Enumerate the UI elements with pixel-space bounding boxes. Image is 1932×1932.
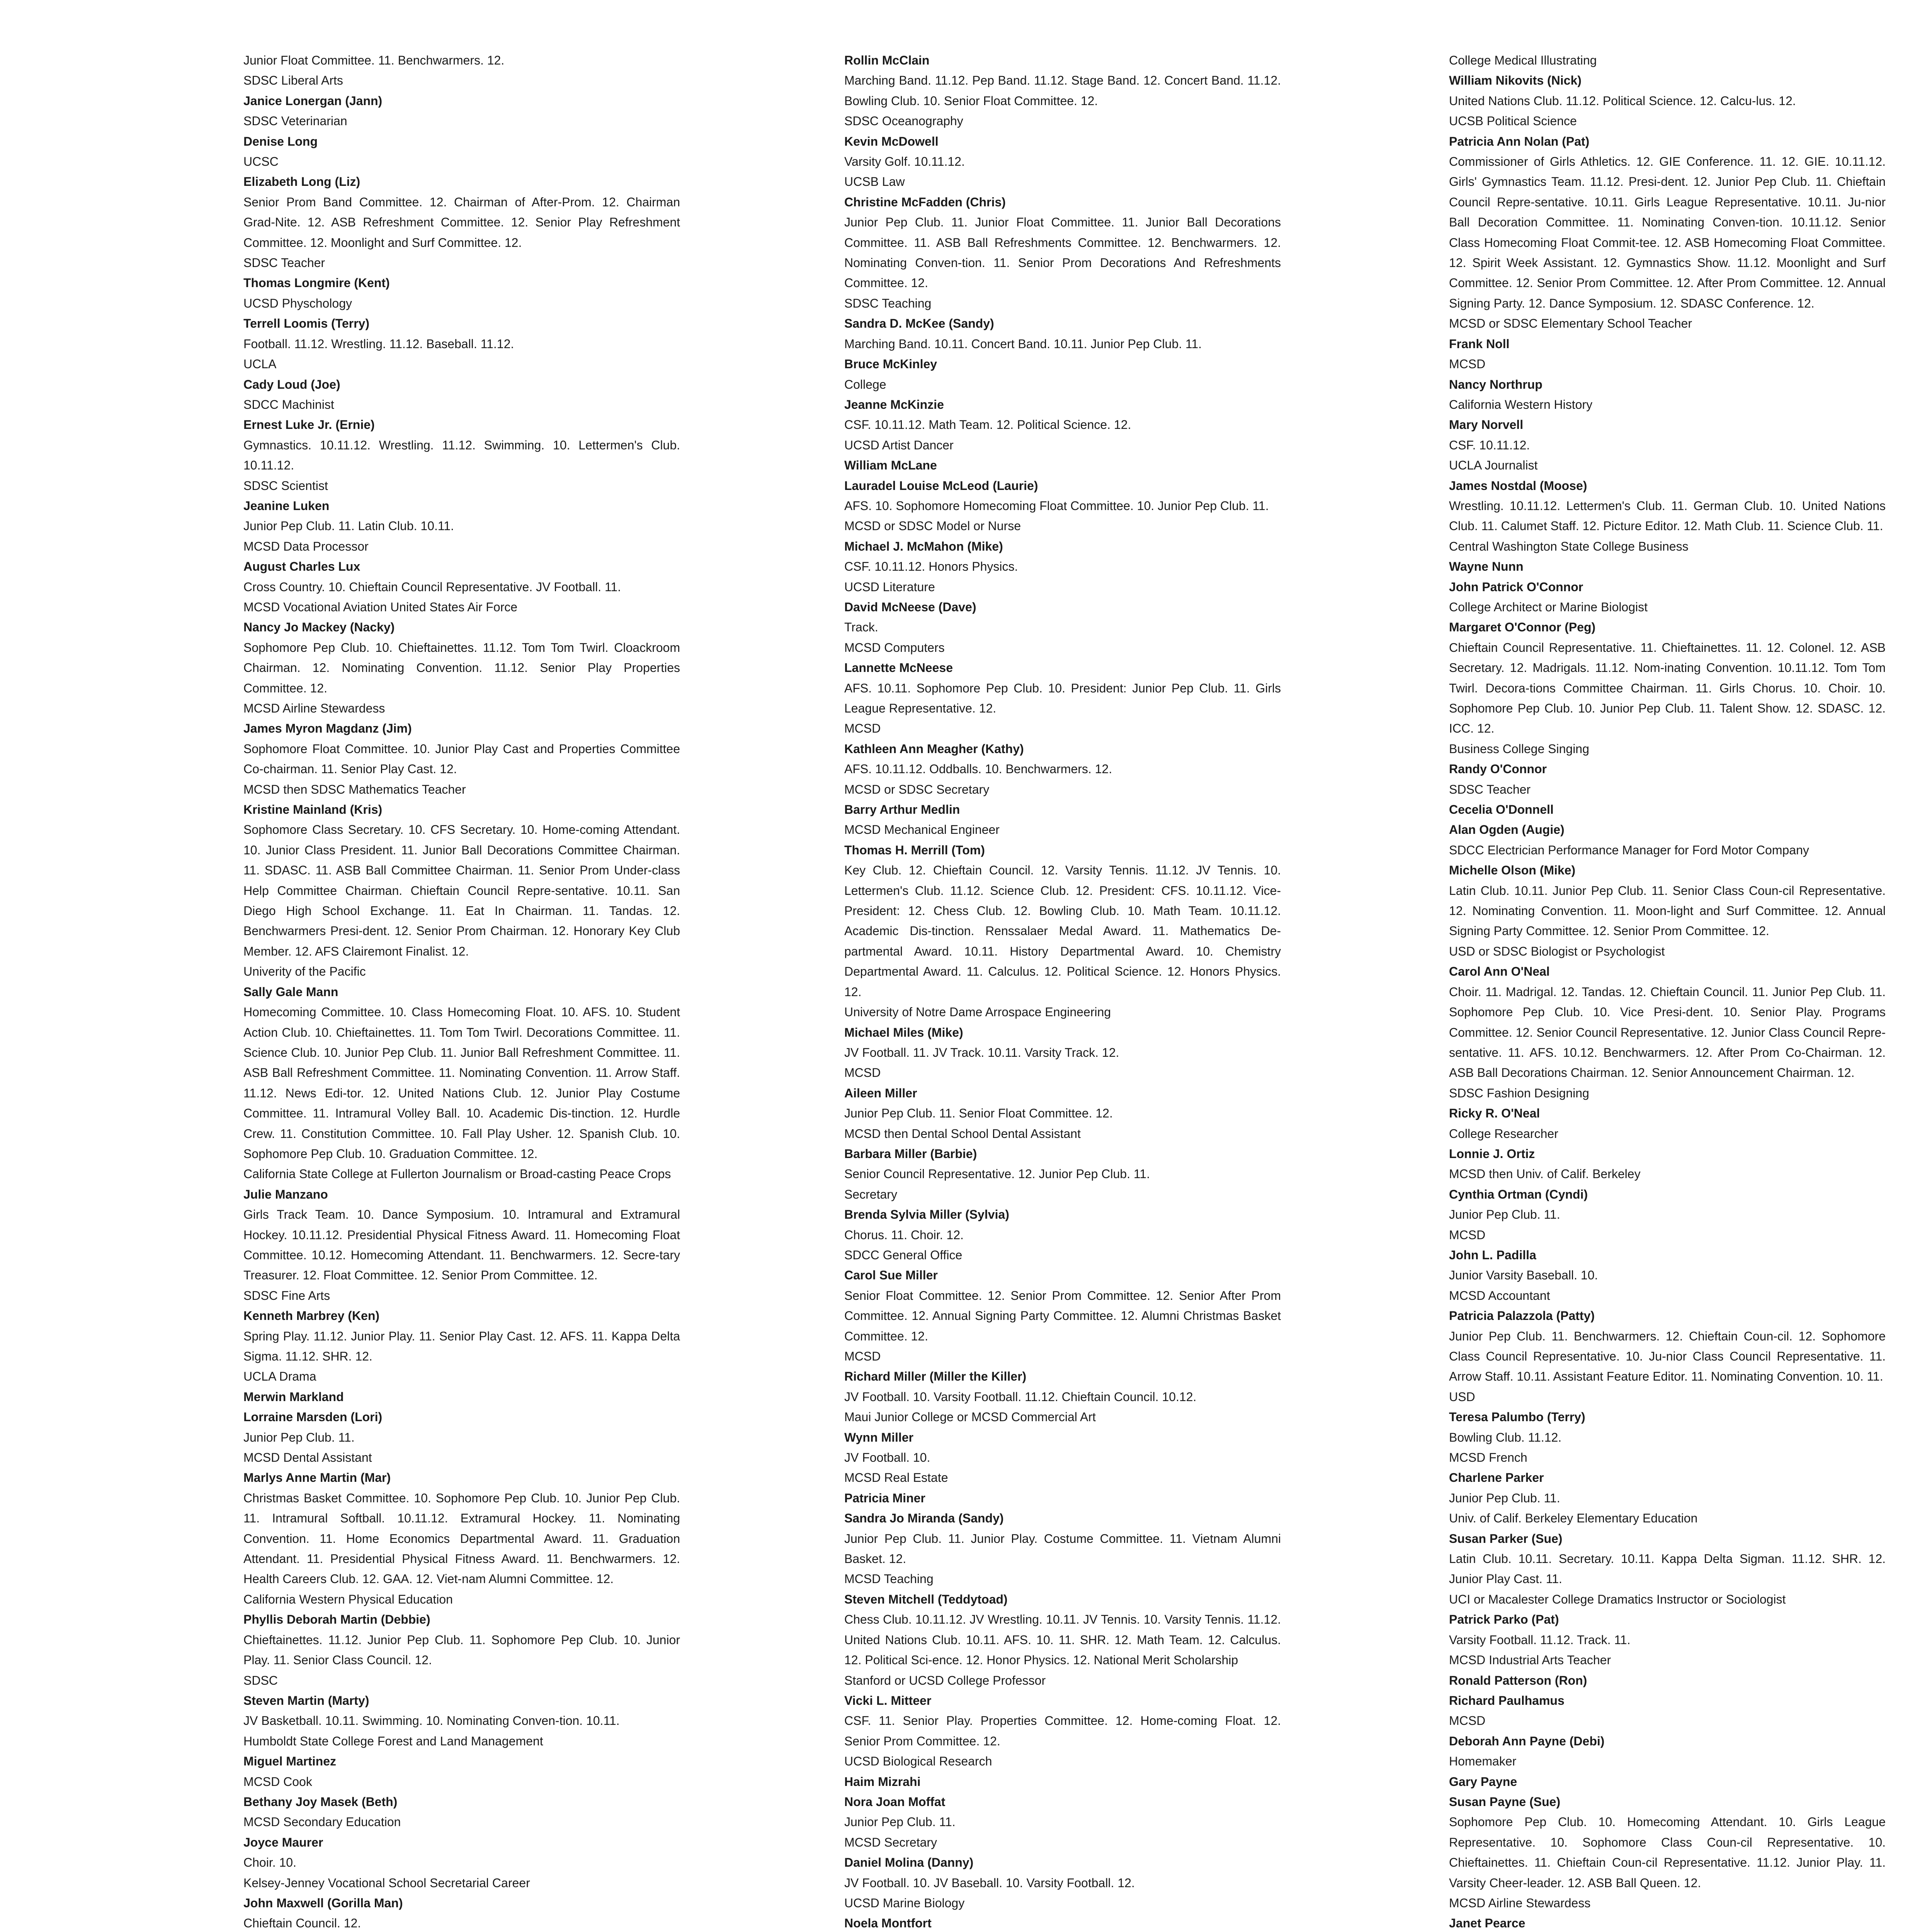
senior-entry (844, 455, 1281, 475)
student-future-plans: Homemaker (1449, 1754, 1517, 1769)
column-2 (844, 50, 1281, 1932)
student-future-plans: SDSC (243, 1673, 278, 1687)
student-activities: Junior Pep Club. 11. Junior Float Committee. 11. Junior Ball Decorations Committee. 11. ASB Ball Refreshments Committee. 12. Benchwarmers. 12. Nominating Conven-tion. 11. Senior Prom Decorations And Refreshments Committee. 12. (844, 215, 1281, 290)
student-activities: CSF. 10.11.12. (1449, 438, 1530, 452)
student-name: Nancy Jo Mackey (Nacky) (243, 620, 395, 634)
senior-entry (243, 1609, 680, 1690)
senior-entry (1449, 1468, 1886, 1528)
student-future-plans: MCSD (844, 721, 881, 736)
column-3 (1449, 50, 1886, 1932)
senior-entry (1449, 1407, 1886, 1468)
student-name: Richard Paulhamus (1449, 1693, 1565, 1708)
senior-entry (844, 1913, 1281, 1932)
student-name: Cynthia Ortman (Cyndi) (1449, 1187, 1588, 1201)
student-activities: Junior Pep Club. 11. Benchwarmers. 12. Chieftain Coun-cil. 12. Sophomore Class Council Representative. 10. Ju-nior Class Council Representative. 11. Arrow Staff. 10.11. Assistant Feature Editor. 11. Nominating Convention. 10. 11. (1449, 1329, 1886, 1384)
student-activities: Junior Pep Club. 11. Latin Club. 10.11. (243, 519, 454, 533)
student-name: Margaret O'Connor (Peg) (1449, 620, 1596, 634)
student-activities: Sophomore Float Committee. 10. Junior Play Cast and Properties Committee Co-chairman. 11. Senior Play Cast. 12. (243, 742, 680, 776)
student-activities: CSF. 10.11.12. Math Team. 12. Political Science. 12. (844, 418, 1131, 432)
senior-entry (243, 1792, 680, 1832)
student-name: Lonnie J. Ortiz (1449, 1146, 1535, 1161)
student-future-plans: MCSD Secondary Education (243, 1815, 401, 1829)
student-activities: JV Basketball. 10.11. Swimming. 10. Nominating Conven-tion. 10.11. (243, 1714, 620, 1728)
student-future-plans: SDSC Fine Arts (243, 1288, 330, 1303)
student-name: Sally Gale Mann (243, 985, 338, 999)
senior-entry (844, 1204, 1281, 1265)
student-name: Janet Pearce (1449, 1916, 1526, 1930)
student-name: Brenda Sylvia Miller (Sylvia) (844, 1208, 1009, 1222)
senior-entry (1449, 374, 1886, 415)
student-name: Lauradel Louise McLeod (Laurie) (844, 478, 1038, 493)
student-future-plans: Secretary (844, 1187, 897, 1201)
senior-entry (1449, 334, 1886, 374)
student-activities: Homecoming Committee. 10. Class Homecoming Float. 10. AFS. 10. Student Action Club. 10. Chieftainettes. 11. Tom Tom Twirl. Decorations Committee. 11. Science Club. 10. Junior Pep Club. 11. Junior Ball Refreshment Committee. 11. ASB Ball Refreshment Committee. 11. Nominating Convention. 11. Arrow Staff. 11.12. News Edi-tor. 12. United Nations Club. 12. Junior Play Costume Committee. 11. Intramural Volley Ball. 10. Academic Dis-tinction. 12. Hurdle Crew. 11. Constitution Committee. 10. Fall Play Usher. 12. Spanish Club. 10. Sophomore Pep Club. 10. Graduation Committee. 12. (243, 1005, 680, 1161)
senior-entry (243, 172, 680, 273)
student-future-plans: MCSD (1449, 357, 1486, 371)
senior-entry (844, 313, 1281, 354)
student-name: Sandra Jo Miranda (Sandy) (844, 1511, 1004, 1526)
student-name: Christine McFadden (Chris) (844, 195, 1006, 209)
senior-entry (1449, 799, 1886, 820)
senior-entry (1449, 476, 1886, 557)
student-name: Ricky R. O'Neal (1449, 1106, 1540, 1121)
student-name: Patricia Ann Nolan (Pat) (1449, 134, 1590, 148)
student-future-plans: SDCC General Office (844, 1248, 963, 1262)
student-name: Noela Montfort (844, 1916, 932, 1930)
student-future-plans: MCSD Vocational Aviation United States Air Force (243, 600, 518, 614)
student-activities: Choir. 11. Madrigal. 12. Tandas. 12. Chieftain Council. 11. Junior Pep Club. 11. Sophomore Pep Club. 10. Vice Presi-dent. 10. Senior Play. Programs Committee. 12. Senior Council Representative. 12. Junior Class Council Repre-sentative. 11. AFS. 10.12. Benchwarmers. 12. After Prom Co-Chairman. 12. ASB Ball Decorations Chairman. 12. Senior Announcement Chairman. 12. (1449, 985, 1886, 1080)
student-name: Joyce Maurer (243, 1835, 323, 1849)
senior-entry (243, 1751, 680, 1792)
student-name: Denise Long (243, 134, 318, 148)
student-name: Marlys Anne Martin (Mar) (243, 1471, 391, 1485)
student-future-plans: MCSD (844, 1349, 881, 1363)
student-future-plans: MCSD (1449, 1228, 1486, 1242)
senior-entry (1449, 1184, 1886, 1245)
student-future-plans: MCSD or SDSC Secretary (844, 782, 990, 796)
student-activities: Junior Pep Club. 11. Junior Play. Costume Committee. 11. Vietnam Alumni Basket. 12. (844, 1531, 1281, 1566)
senior-entry (844, 1508, 1281, 1589)
senior-entry (243, 313, 680, 374)
student-name: Wayne Nunn (1449, 560, 1524, 574)
senior-entry (243, 1832, 680, 1893)
student-name: Cecelia O'Donnell (1449, 803, 1554, 817)
student-future-plans: UCSD Physchology (243, 296, 352, 310)
senior-entry (844, 597, 1281, 658)
student-future-plans: Univ. of Calif. Berkeley Elementary Education (1449, 1511, 1698, 1526)
senior-entry (1449, 50, 1886, 70)
student-future-plans: Humboldt State College Forest and Land Management (243, 1734, 543, 1748)
student-activities: Wrestling. 10.11.12. Lettermen's Club. 11. German Club. 10. United Nations Club. 11. Calumet Staff. 12. Picture Editor. 12. Math Club. 11. Science Club. 11. (1449, 498, 1886, 533)
student-name: Wynn Miller (844, 1430, 913, 1444)
senior-entry (844, 1690, 1281, 1772)
senior-entry (844, 1589, 1281, 1690)
senior-entry (1449, 1792, 1886, 1913)
student-future-plans: MCSD then Univ. of Calif. Berkeley (1449, 1167, 1641, 1181)
student-name: John Maxwell (Gorilla Man) (243, 1896, 403, 1910)
student-activities: Junior Pep Club. 11. (243, 1430, 355, 1444)
senior-entry (844, 799, 1281, 840)
senior-entry (243, 496, 680, 556)
student-future-plans: MCSD French (1449, 1451, 1527, 1465)
senior-entry (844, 1488, 1281, 1508)
student-name: Bruce McKinley (844, 357, 937, 371)
student-name: Deborah Ann Payne (Debi) (1449, 1734, 1605, 1748)
student-name: James Myron Magdanz (Jim) (243, 721, 412, 736)
senior-entry (1449, 556, 1886, 577)
student-activities: Junior Pep Club. 11. (1449, 1491, 1560, 1505)
student-activities: Chieftain Council. 12. (243, 1916, 361, 1930)
student-activities: Gymnastics. 10.11.12. Wrestling. 11.12. Swimming. 10. Lettermen's Club. 10.11.12. (243, 438, 680, 473)
senior-entry (844, 1852, 1281, 1913)
student-name: Daniel Molina (Danny) (844, 1855, 974, 1870)
student-name: William Nikovits (Nick) (1449, 73, 1582, 88)
senior-entry (1449, 415, 1886, 475)
senior-entry (1449, 820, 1886, 860)
student-future-plans: MCSD Data Processor (243, 539, 369, 553)
student-name: Merwin Markland (243, 1389, 344, 1404)
student-future-plans: MCSD Cook (243, 1774, 312, 1789)
student-name: Nora Joan Moffat (844, 1794, 946, 1809)
senior-entry (844, 476, 1281, 536)
senior-entry (844, 192, 1281, 313)
senior-entry (1449, 1772, 1886, 1792)
senior-entry (844, 1144, 1281, 1204)
student-name: Randy O'Connor (1449, 762, 1547, 776)
student-future-plans: College Researcher (1449, 1126, 1558, 1141)
student-activities: Bowling Club. 11.12. (1449, 1430, 1562, 1444)
student-future-plans: MCSD Industrial Arts Teacher (1449, 1653, 1611, 1667)
student-name: Ernest Luke Jr. (Ernie) (243, 418, 375, 432)
student-name: Susan Payne (Sue) (1449, 1794, 1561, 1809)
student-future-plans: California Western Physical Education (243, 1592, 453, 1606)
student-name: Steven Mitchell (Teddytoad) (844, 1592, 1008, 1606)
senior-entry (1449, 70, 1886, 131)
student-future-plans: MCSD Airline Stewardess (243, 701, 385, 715)
senior-entry (1449, 1306, 1886, 1407)
student-name: Kathleen Ann Meagher (Kathy) (844, 742, 1024, 756)
senior-entry (844, 739, 1281, 799)
senior-entry (1449, 131, 1886, 334)
student-name: Michael J. McMahon (Mike) (844, 539, 1003, 553)
student-activities: JV Football. 10. Varsity Football. 11.12. Chieftain Council. 10.12. (844, 1389, 1197, 1404)
senior-entry (844, 658, 1281, 739)
senior-entry (1449, 759, 1886, 799)
student-future-plans: UCSD Literature (844, 580, 935, 594)
student-activities: Varsity Football. 11.12. Track. 11. (1449, 1633, 1631, 1647)
student-future-plans: MCSD Airline Stewardess (1449, 1896, 1591, 1910)
student-future-plans: MCSD then SDSC Mathematics Teacher (243, 782, 466, 796)
student-activities: Junior Pep Club. 11. (844, 1815, 956, 1829)
student-name: Gary Payne (1449, 1774, 1517, 1789)
student-name: Teresa Palumbo (Terry) (1449, 1410, 1585, 1424)
student-activities: Junior Pep Club. 11. Senior Float Committee. 12. (844, 1106, 1113, 1121)
student-name: Lannette McNeese (844, 661, 953, 675)
student-activities: Spring Play. 11.12. Junior Play. 11. Senior Play Cast. 12. AFS. 11. Kappa Delta Sigma. 11.12. SHR. 12. (243, 1329, 680, 1363)
student-activities: CSF. 11. Senior Play. Properties Committee. 12. Home-coming Float. 12. Senior Prom Committee. 12. (844, 1714, 1281, 1748)
student-name: Kenneth Marbrey (Ken) (243, 1309, 380, 1323)
student-future-plans: SDSC Fashion Designing (1449, 1086, 1589, 1100)
student-name: Mary Norvell (1449, 418, 1524, 432)
student-name: David McNeese (Dave) (844, 600, 976, 614)
senior-entry (243, 273, 680, 313)
student-name: Jeanne McKinzie (844, 397, 944, 412)
student-future-plans: SDSC Teaching (844, 296, 932, 310)
student-name: John Patrick O'Connor (1449, 580, 1583, 594)
student-future-plans: UCLA Journalist (1449, 458, 1538, 473)
student-activities: Chess Club. 10.11.12. JV Wrestling. 10.11. JV Tennis. 10. Varsity Tennis. 11.12. United Nations Club. 10.11. AFS. 10. 11. SHR. 12. Math Team. 12. Calculus. 12. Political Sci-ence. 12. Honor Physics. 12. National Merit Scholarship (844, 1612, 1281, 1667)
student-future-plans: UCSD Artist Dancer (844, 438, 954, 452)
student-activities: Junior Pep Club. 11. (1449, 1208, 1560, 1222)
student-name: Thomas Longmire (Kent) (243, 276, 390, 290)
student-future-plans: SDSC Scientist (243, 478, 328, 493)
student-future-plans: UCSD Marine Biology (844, 1896, 965, 1910)
senior-entry (1449, 617, 1886, 759)
student-activities: Sophomore Pep Club. 10. Chieftainettes. 11.12. Tom Tom Twirl. Cloackroom Chairman. 12. Nominating Convention. 11.12. Senior Play Properties Committee. 12. (243, 640, 680, 695)
student-name: Kristine Mainland (Kris) (243, 803, 383, 817)
student-name: Carol Ann O'Neal (1449, 964, 1550, 979)
student-activities: AFS. 10.11. Sophomore Pep Club. 10. President: Junior Pep Club. 11. Girls League Representative. 12. (844, 681, 1281, 715)
senior-entry (243, 1306, 680, 1387)
student-activities: Senior Council Representative. 12. Junior Pep Club. 11. (844, 1167, 1150, 1181)
student-name: William McLane (844, 458, 937, 473)
senior-entry (243, 91, 680, 131)
senior-entry (243, 617, 680, 718)
student-activities: Commissioner of Girls Athletics. 12. GIE Conference. 11. 12. GIE. 10.11.12. Girls' Gymnastics Team. 11.12. Presi-dent. 12. Junior Pep Club. 11. Chieftain Council Repre-sentative. 10.11. Girls League Representative. 10.11. Ju-nior Ball Decoration Committee. 11. Nominating Conven-tion. 10.11.12. Senior Class Homecoming Float Commit-tee. 12. ASB Homecoming Float Committee. 12. Spirit Week Assistant. 12. Gymnastics Show. 11.12. Moonlight and Surf Committee. 12. Senior Prom Committee. 12. After Prom Committee. 12. Annual Signing Party. 12. Dance Symposium. 12. SDASC Conference. 12. (1449, 155, 1886, 310)
student-future-plans: MCSD Mechanical Engineer (844, 823, 1000, 837)
student-activities: Varsity Golf. 10.11.12. (844, 155, 965, 169)
senior-entry (844, 354, 1281, 395)
student-name: Barbara Miller (Barbie) (844, 1146, 977, 1161)
senior-entry (1449, 1609, 1886, 1670)
senior-entry (844, 50, 1281, 131)
senior-entry (844, 1366, 1281, 1427)
student-activities: Senior Prom Band Committee. 12. Chairman of After-Prom. 12. Chairman Grad-Nite. 12. ASB Refreshment Committee. 12. Senior Play Refreshment Committee. 12. Moonlight and Surf Committee. 12. (243, 195, 680, 250)
student-name: Susan Parker (Sue) (1449, 1531, 1563, 1546)
student-name: Haim Mizrahi (844, 1774, 921, 1789)
student-name: Richard Miller (Miller the Killer) (844, 1369, 1027, 1384)
student-name: Patricia Miner (844, 1491, 925, 1505)
senior-entry (1449, 1103, 1886, 1144)
senior-entry (243, 982, 680, 1184)
student-future-plans: MCSD (1449, 1714, 1486, 1728)
student-name: Michael Miles (Mike) (844, 1025, 963, 1039)
student-future-plans: Maui Junior College or MCSD Commercial Art (844, 1410, 1096, 1424)
student-name: August Charles Lux (243, 560, 361, 574)
student-future-plans: MCSD (844, 1066, 881, 1080)
senior-entry (1449, 577, 1886, 617)
senior-entry (243, 1407, 680, 1468)
student-name: Miguel Martinez (243, 1754, 337, 1769)
senior-entry (1449, 1913, 1886, 1932)
student-future-plans: MCSD Secretary (844, 1835, 937, 1849)
student-future-plans: UCLA Drama (243, 1369, 316, 1384)
senior-entry (243, 556, 680, 617)
student-activities: Junior Varsity Baseball. 10. (1449, 1268, 1598, 1282)
senior-entry (844, 1772, 1281, 1792)
senior-entry (844, 1792, 1281, 1852)
senior-entry (1449, 1690, 1886, 1731)
student-future-plans: MCSD Accountant (1449, 1288, 1550, 1303)
senior-entry (1449, 1670, 1886, 1690)
senior-entry (243, 799, 680, 982)
student-activities: Cross Country. 10. Chieftain Council Representative. JV Football. 11. (243, 580, 621, 594)
student-name: Frank Noll (1449, 337, 1510, 351)
student-future-plans: SDCC Machinist (243, 397, 334, 412)
student-future-plans: SDSC Teacher (243, 256, 325, 270)
student-activities: Senior Float Committee. 12. Senior Prom Committee. 12. Senior After Prom Committee. 12. Annual Signing Party Committee. 12. Alumni Christmas Basket Committee. 12. (844, 1288, 1281, 1343)
student-activities: Christmas Basket Committee. 10. Sophomore Pep Club. 10. Junior Pep Club. 11. Intramural Softball. 10.11.12. Extramural Hockey. 11. Nominating Convention. 11. Home Economics Departmental Award. 11. Graduation Attendant. 11. Presidential Physical Fitness Award. 11. Benchwarmers. 12. Health Careers Club. 12. GAA. 12. Viet-nam Alumni Committee. 12. (243, 1491, 680, 1586)
student-activities: JV Football. 10. (844, 1451, 930, 1465)
student-future-plans: MCSD then Dental School Dental Assistant (844, 1126, 1081, 1141)
student-activities: Marching Band. 11.12. Pep Band. 11.12. Stage Band. 12. Concert Band. 11.12. Bowling Club. 10. Senior Float Committee. 12. (844, 73, 1281, 108)
student-future-plans: California State College at Fullerton Journalism or Broad-casting Peace Crops (243, 1167, 671, 1181)
student-name: James Nostdal (Moose) (1449, 478, 1587, 493)
senior-entry (1449, 961, 1886, 1103)
student-name: Elizabeth Long (Liz) (243, 175, 361, 189)
student-name: Jeanine Luken (243, 498, 330, 513)
student-name: Cady Loud (Joe) (243, 377, 340, 391)
student-future-plans: SDSC Liberal Arts (243, 73, 343, 88)
student-name: Janice Lonergan (Jann) (243, 94, 383, 108)
senior-entry (844, 1022, 1281, 1083)
student-activities: Key Club. 12. Chieftain Council. 12. Varsity Tennis. 11.12. JV Tennis. 10. Lettermen's Club. 11.12. Science Club. 12. President: CFS. 10.11.12. Vice-President: 12. Chess Club. 12. Bowling Club. 10. Math Team. 10.11.12. Academic Dis-tinction. Renssalaer Medal Award. 11. Mathematics De-partmental Award. 10.11. History Departmental Award. 10. Chemistry Departmental Award. 11. Calculus. 12. Political Science. 12. Honors Physics. 12. (844, 863, 1281, 999)
senior-entry (243, 131, 680, 172)
senior-entry (1449, 1245, 1886, 1306)
student-name: Ronald Patterson (Ron) (1449, 1673, 1587, 1687)
student-future-plans: USD (1449, 1389, 1475, 1404)
student-future-plans: California Western History (1449, 397, 1593, 412)
senior-entry (844, 536, 1281, 597)
student-future-plans: University of Notre Dame Arrospace Engineering (844, 1005, 1111, 1019)
student-future-plans: USD or SDSC Biologist or Psychologist (1449, 944, 1665, 958)
student-name: Michelle Olson (Mike) (1449, 863, 1576, 878)
senior-entry (243, 1468, 680, 1609)
student-activities: Track. (844, 620, 878, 634)
senior-entry (1449, 1144, 1886, 1184)
student-future-plans: UCSD Biological Research (844, 1754, 992, 1769)
student-future-plans: MCSD Real Estate (844, 1471, 948, 1485)
senior-entry (1449, 1731, 1886, 1772)
student-activities: AFS. 10.11.12. Oddballs. 10. Benchwarmers. 12. (844, 762, 1112, 776)
student-future-plans: Univerity of the Pacific (243, 964, 366, 979)
senior-entry (844, 1265, 1281, 1366)
student-future-plans: UCSB Political Science (1449, 114, 1577, 128)
senior-entry (844, 131, 1281, 192)
student-activities: United Nations Club. 11.12. Political Science. 12. Calcu-lus. 12. (1449, 94, 1796, 108)
student-future-plans: UCSC (243, 155, 279, 169)
senior-entry (844, 1083, 1281, 1144)
senior-entry (844, 395, 1281, 455)
student-name: Charlene Parker (1449, 1471, 1544, 1485)
student-future-plans: MCSD or SDSC Elementary School Teacher (1449, 316, 1692, 331)
student-future-plans: SDCC Electrician Performance Manager for Ford Motor Company (1449, 843, 1809, 857)
senior-entry (243, 50, 680, 91)
student-future-plans: Stanford or UCSD College Professor (844, 1673, 1046, 1687)
student-name: Nancy Northrup (1449, 377, 1543, 391)
student-future-plans: MCSD Computers (844, 640, 945, 655)
student-activities: Chieftainettes. 11.12. Junior Pep Club. 11. Sophomore Pep Club. 10. Junior Play. 11. Senior Class Council. 12. (243, 1633, 680, 1667)
student-future-plans: Kelsey-Jenney Vocational School Secretarial Career (243, 1876, 530, 1890)
student-activities: Latin Club. 10.11. Secretary. 10.11. Kappa Delta Sigman. 11.12. SHR. 12. Junior Play Cast. 11. (1449, 1552, 1886, 1586)
senior-entry (243, 718, 680, 799)
senior-entry (1449, 1529, 1886, 1610)
student-future-plans: College Medical Illustrating (1449, 53, 1597, 67)
senior-entry (243, 1690, 680, 1751)
student-name: Terrell Loomis (Terry) (243, 316, 369, 331)
student-name: Lorraine Marsden (Lori) (243, 1410, 383, 1424)
senior-entry (844, 1427, 1281, 1488)
student-activities: Latin Club. 10.11. Junior Pep Club. 11. Senior Class Coun-cil Representative. 12. Nominating Convention. 11. Moon-light and Surf Committee. 12. Annual Signing Party Committee. 12. Senior Prom Committee. 12. (1449, 883, 1886, 938)
student-future-plans: MCSD Dental Assistant (243, 1451, 372, 1465)
student-future-plans: SDSC Veterinarian (243, 114, 347, 128)
student-name: Bethany Joy Masek (Beth) (243, 1794, 398, 1809)
senior-entry (243, 374, 680, 415)
student-activities: AFS. 10. Sophomore Homecoming Float Committee. 10. Junior Pep Club. 11. (844, 498, 1269, 513)
student-name: Sandra D. McKee (Sandy) (844, 316, 994, 331)
student-future-plans: College (844, 377, 886, 391)
senior-entry (844, 840, 1281, 1022)
student-name: Rollin McClain (844, 53, 930, 67)
student-name: Aileen Miller (844, 1086, 917, 1100)
senior-entry (243, 1387, 680, 1407)
student-name: Alan Ogden (Augie) (1449, 823, 1565, 837)
senior-entry (243, 1184, 680, 1306)
student-name: Vicki L. Mitteer (844, 1693, 932, 1708)
student-activities: Chorus. 11. Choir. 12. (844, 1228, 964, 1242)
student-name: Julie Manzano (243, 1187, 328, 1201)
column-1 (243, 50, 680, 1932)
student-future-plans: SDSC Teacher (1449, 782, 1531, 796)
student-future-plans: Business College Singing (1449, 742, 1589, 756)
student-activities: CSF. 10.11.12. Honors Physics. (844, 560, 1018, 574)
student-future-plans: SDSC Oceanography (844, 114, 963, 128)
student-name: Patrick Parko (Pat) (1449, 1612, 1559, 1627)
student-activities: Sophomore Class Secretary. 10. CFS Secretary. 10. Home-coming Attendant. 10. Junior Class President. 11. Junior Ball Decorations Committee Chairman. 11. SDASC. 11. ASB Ball Committee Chairman. 11. Senior Prom Under-class Help Committee Chairman. Chieftain Council Repre-sentative. 10.11. San Diego High School Exchange. 11. Eat In Chairman. 11. Tandas. 12. Benchwarmers Presi-dent. 12. Senior Prom Chairman. 12. Honorary Key Club Member. 12. AFS Clairemont Finalist. 12. (243, 823, 680, 958)
student-activities: Sophomore Pep Club. 10. Homecoming Attendant. 10. Girls League Representative. 10. Sophomore Class Coun-cil Representative. 10. Chieftainettes. 11. Chieftain Coun-cil Representative. 11.12. Junior Play. 11. Varsity Cheer-leader. 12. ASB Ball Queen. 12. (1449, 1815, 1886, 1890)
student-activities: Junior Float Committee. 11. Benchwarmers. 12. (243, 53, 505, 67)
senior-entry (243, 1893, 680, 1932)
student-name: Steven Martin (Marty) (243, 1693, 369, 1708)
student-name: Thomas H. Merrill (Tom) (844, 843, 985, 857)
student-name: John L. Padilla (1449, 1248, 1536, 1262)
student-name: Patricia Palazzola (Patty) (1449, 1309, 1595, 1323)
student-future-plans: College Architect or Marine Biologist (1449, 600, 1648, 614)
student-activities: Chieftain Council Representative. 11. Chieftainettes. 11. 12. Colonel. 12. ASB Secretary. 12. Madrigals. 11.12. Nom-inating Convention. 10.11.12. Tom Tom Twirl. Decora-tions Committee Chairman. 11. Girls Chorus. 10. Choir. 10. Sophomore Pep Club. 10. Junior Pep Club. 11. Talent Show. 12. SDASC. 12. ICC. 12. (1449, 640, 1886, 736)
student-future-plans: UCI or Macalester College Dramatics Instructor or Sociologist (1449, 1592, 1786, 1606)
student-name: Kevin McDowell (844, 134, 939, 148)
student-future-plans: MCSD or SDSC Model or Nurse (844, 519, 1021, 533)
student-future-plans: MCSD Teaching (844, 1572, 934, 1586)
student-future-plans: Central Washington State College Business (1449, 539, 1689, 553)
student-activities: Marching Band. 10.11. Concert Band. 10.11. Junior Pep Club. 11. (844, 337, 1202, 351)
student-name: Carol Sue Miller (844, 1268, 938, 1282)
senior-entry (243, 415, 680, 496)
student-name: Barry Arthur Medlin (844, 803, 960, 817)
student-name: Phyllis Deborah Martin (Debbie) (243, 1612, 430, 1627)
student-activities: JV Football. 11. JV Track. 10.11. Varsity Track. 12. (844, 1045, 1119, 1060)
student-activities: Girls Track Team. 10. Dance Symposium. 10. Intramural and Extramural Hockey. 10.11.12. Presidential Physical Fitness Award. 11. Homecoming Float Committee. 10.12. Homecoming Attendant. 11. Benchwarmers. 12. Secre-tary Treasurer. 12. Float Committee. 12. Senior Prom Committee. 12. (243, 1208, 680, 1282)
student-activities: JV Football. 10. JV Baseball. 10. Varsity Football. 12. (844, 1876, 1135, 1890)
student-activities: Choir. 10. (243, 1855, 296, 1870)
student-future-plans: UCSB Law (844, 175, 905, 189)
student-activities: Football. 11.12. Wrestling. 11.12. Baseball. 11.12. (243, 337, 514, 351)
senior-entry (1449, 860, 1886, 961)
student-future-plans: UCLA (243, 357, 277, 371)
